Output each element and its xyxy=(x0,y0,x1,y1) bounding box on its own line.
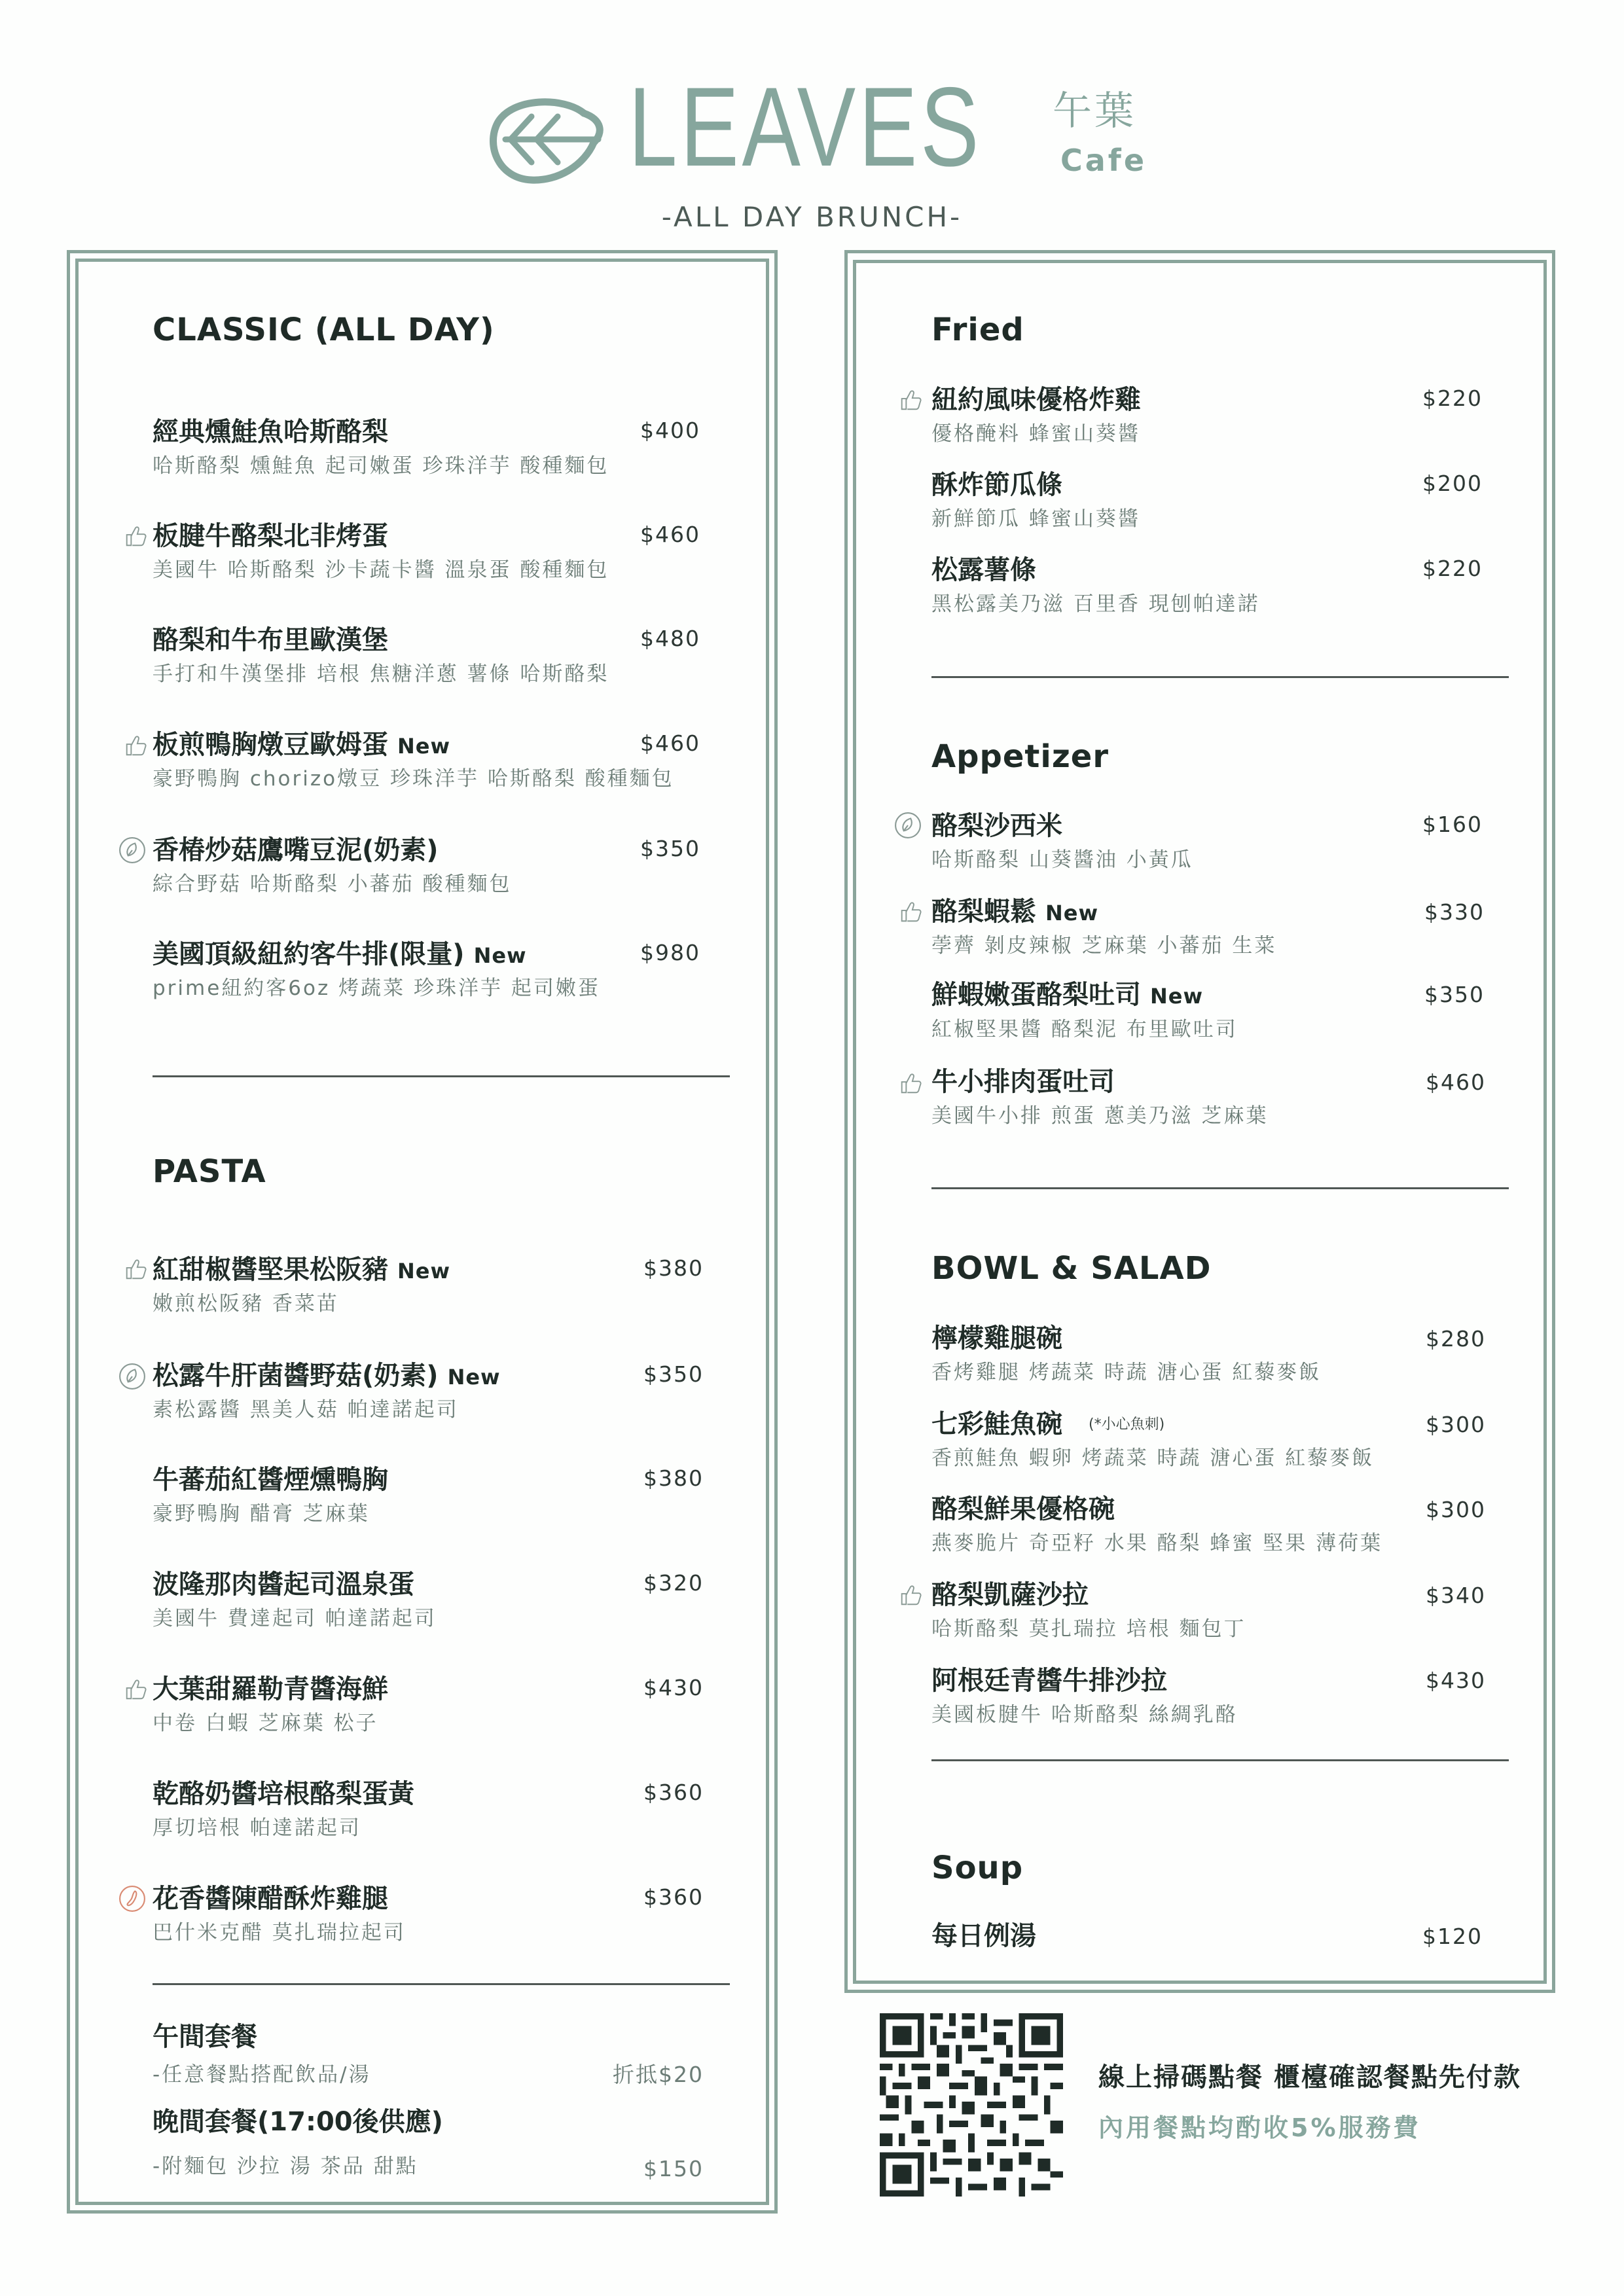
item-description: 新鮮節瓜 蜂蜜山葵醬 xyxy=(931,507,1140,531)
order-instruction: 線上掃碼點餐 櫃檯確認餐點先付款 xyxy=(1098,2062,1521,2092)
item-price: $200 xyxy=(1422,471,1483,496)
thumbs-up-icon xyxy=(123,524,148,548)
set-description: -附麵包 沙拉 湯 茶品 甜點 xyxy=(153,2155,418,2178)
item-name: 酪梨蝦鬆 xyxy=(931,897,1036,927)
item-price: $380 xyxy=(643,1465,704,1491)
item-price: $320 xyxy=(643,1570,704,1596)
item-name: 酥炸節瓜條 xyxy=(931,470,1062,500)
item-description: 巴什米克醋 莫扎瑞拉起司 xyxy=(153,1921,406,1945)
leaf-logo-icon xyxy=(486,94,610,185)
item-price: $160 xyxy=(1422,812,1483,837)
item-description: 香煎鮭魚 蝦卵 烤蔬菜 時蔬 溏心蛋 紅藜麥飯 xyxy=(931,1446,1375,1470)
thumbs-up-icon xyxy=(898,1071,923,1096)
item-description: 中卷 白蝦 芝麻葉 松子 xyxy=(153,1712,378,1735)
vegetarian-leaf-icon xyxy=(118,836,146,864)
thumbs-up-icon xyxy=(898,1583,923,1607)
brand-subtitle: Cafe xyxy=(1060,143,1147,178)
item-description: 素松露醬 黑美人菇 帕達諾起司 xyxy=(153,1398,459,1422)
section-divider xyxy=(931,676,1509,678)
thumbs-up-icon xyxy=(123,733,148,758)
item-note: (*小心魚刺) xyxy=(1089,1416,1165,1433)
new-badge: New xyxy=(1045,901,1099,925)
item-description: 荸薺 剝皮辣椒 芝麻葉 小蕃茄 生菜 xyxy=(931,934,1277,958)
item-description: 哈斯酪梨 燻鮭魚 起司嫩蛋 珍珠洋芋 酸種麵包 xyxy=(153,454,609,478)
set-price: 折抵$20 xyxy=(613,2062,704,2087)
tagline: -ALL DAY BRUNCH- xyxy=(661,201,963,233)
item-price: $430 xyxy=(643,1675,704,1700)
item-name: 松露牛肝菌醬野菇(奶素) xyxy=(153,1361,439,1391)
section-title-bowl-salad: BOWL & SALAD xyxy=(931,1250,1212,1287)
item-name: 波隆那肉醬起司溫泉蛋 xyxy=(153,1570,414,1600)
item-description: 手打和牛漢堡排 培根 焦糖洋蔥 薯條 哈斯酪梨 xyxy=(153,662,609,686)
item-price: $380 xyxy=(643,1255,704,1281)
item-description: 美國牛 費達起司 帕達諾起司 xyxy=(153,1607,437,1630)
item-name: 經典燻鮭魚哈斯酪梨 xyxy=(153,417,388,447)
item-name: 阿根廷青醬牛排沙拉 xyxy=(931,1666,1167,1696)
section-title-classic: CLASSIC (ALL DAY) xyxy=(153,312,495,348)
service-charge-note: 內用餐點均酌收5%服務費 xyxy=(1098,2113,1421,2142)
section-title-fried: Fried xyxy=(931,312,1024,348)
vegetarian-leaf-icon xyxy=(118,1363,146,1390)
item-price: $980 xyxy=(640,940,700,965)
item-name: 紐約風味優格炸雞 xyxy=(931,385,1141,415)
thumbs-up-icon xyxy=(123,1677,148,1702)
section-divider xyxy=(931,1187,1509,1189)
item-name: 松露薯條 xyxy=(931,555,1036,585)
set-title: 午間套餐 xyxy=(153,2022,257,2052)
item-price: $280 xyxy=(1426,1326,1486,1352)
item-name: 酪梨沙西米 xyxy=(931,811,1062,841)
item-name: 鮮蝦嫩蛋酪梨吐司 xyxy=(931,980,1141,1010)
item-price: $300 xyxy=(1426,1412,1486,1437)
item-name: 紅甜椒醬堅果松阪豬 xyxy=(153,1255,388,1285)
item-description: 豪野鴨胸 chorizo燉豆 珍珠洋芋 哈斯酪梨 酸種麵包 xyxy=(153,767,674,791)
new-badge: New xyxy=(1150,984,1204,1009)
item-name: 酪梨和牛布里歐漢堡 xyxy=(153,625,388,655)
vegetarian-leaf-icon xyxy=(894,812,922,839)
item-description: 美國牛 哈斯酪梨 沙卡蔬卡醬 溫泉蛋 酸種麵包 xyxy=(153,558,609,582)
item-name: 美國頂級紐約客牛排(限量) xyxy=(153,939,465,969)
thumbs-up-icon xyxy=(898,387,923,412)
set-description: -任意餐點搭配飲品/湯 xyxy=(153,2063,371,2087)
section-divider xyxy=(153,1983,730,1985)
new-badge: New xyxy=(397,734,451,759)
item-name: 香椿炒菇鷹嘴豆泥(奶素) xyxy=(153,835,439,865)
item-price: $220 xyxy=(1422,556,1483,581)
item-price: $400 xyxy=(640,418,700,443)
item-price: $460 xyxy=(640,730,700,756)
item-price: $350 xyxy=(643,1361,704,1387)
item-description: 美國板腱牛 哈斯酪梨 絲綢乳酪 xyxy=(931,1703,1238,1727)
brand-name: LEAVES xyxy=(628,64,983,190)
item-description: 優格醃料 蜂蜜山葵醬 xyxy=(931,422,1140,446)
item-price: $430 xyxy=(1426,1668,1486,1693)
item-price: $330 xyxy=(1424,899,1485,925)
item-name: 板煎鴨胸燉豆歐姆蛋 xyxy=(153,730,388,760)
section-divider xyxy=(153,1075,730,1077)
item-description: 燕麥脆片 奇亞籽 水果 酪梨 蜂蜜 堅果 薄荷葉 xyxy=(931,1532,1383,1555)
item-name: 牛蕃茄紅醬煙燻鴨胸 xyxy=(153,1465,388,1495)
item-description: 嫩煎松阪豬 香菜苗 xyxy=(153,1292,339,1316)
item-description: 綜合野菇 哈斯酪梨 小蕃茄 酸種麵包 xyxy=(153,872,512,896)
item-description: 哈斯酪梨 山葵醬油 小黃瓜 xyxy=(931,848,1193,872)
thumbs-up-icon xyxy=(123,1257,148,1282)
item-price: $340 xyxy=(1426,1583,1486,1608)
new-badge: New xyxy=(447,1365,501,1390)
item-price: $300 xyxy=(1426,1497,1486,1522)
item-name: 酪梨鮮果優格碗 xyxy=(931,1494,1115,1524)
new-badge: New xyxy=(397,1259,451,1283)
item-price: $460 xyxy=(640,522,700,547)
item-name: 檸檬雞腿碗 xyxy=(931,1323,1062,1354)
item-description: 厚切培根 帕達諾起司 xyxy=(153,1816,361,1840)
item-name: 乾酪奶醬培根酪梨蛋黃 xyxy=(153,1779,414,1809)
item-description: 哈斯酪梨 莫扎瑞拉 培根 麵包丁 xyxy=(931,1617,1246,1641)
new-badge: New xyxy=(473,943,527,968)
item-price: $460 xyxy=(1426,1069,1486,1095)
section-divider xyxy=(931,1759,1509,1761)
item-price: $350 xyxy=(640,836,700,861)
brand-name-cn: 午葉 xyxy=(1053,88,1136,134)
thumbs-up-icon xyxy=(898,899,923,924)
item-description: 香烤雞腿 烤蔬菜 時蔬 溏心蛋 紅藜麥飯 xyxy=(931,1361,1322,1384)
item-price: $120 xyxy=(1422,1924,1483,1949)
spicy-chili-icon xyxy=(118,1885,146,1912)
item-description: 黑松露美乃滋 百里香 現刨帕達諾 xyxy=(931,592,1260,616)
item-name: 板腱牛酪梨北非烤蛋 xyxy=(153,521,388,551)
set-price: $150 xyxy=(643,2156,704,2181)
item-name: 七彩鮭魚碗 xyxy=(931,1409,1062,1439)
section-title-pasta: PASTA xyxy=(153,1153,266,1190)
item-description: prime紐約客6oz 烤蔬菜 珍珠洋芋 起司嫩蛋 xyxy=(153,977,600,1000)
set-title: 晚間套餐(17:00後供應) xyxy=(153,2107,443,2137)
item-price: $350 xyxy=(1424,982,1485,1007)
item-price: $360 xyxy=(643,1780,704,1805)
item-name: 酪梨凱薩沙拉 xyxy=(931,1580,1089,1610)
section-title-appetizer: Appetizer xyxy=(931,738,1109,775)
item-price: $360 xyxy=(643,1884,704,1910)
item-name: 每日例湯 xyxy=(931,1921,1036,1951)
item-name: 花香醬陳醋酥炸雞腿 xyxy=(153,1884,388,1914)
item-price: $220 xyxy=(1422,386,1483,411)
item-description: 豪野鴨胸 醋膏 芝麻葉 xyxy=(153,1502,370,1526)
qr-code[interactable] xyxy=(880,2013,1063,2197)
item-name: 牛小排肉蛋吐司 xyxy=(931,1067,1115,1097)
item-description: 美國牛小排 煎蛋 蔥美乃滋 芝麻葉 xyxy=(931,1104,1269,1128)
item-price: $480 xyxy=(640,626,700,651)
item-name: 大葉甜羅勒青醬海鮮 xyxy=(153,1674,388,1704)
item-description: 紅椒堅果醬 酪梨泥 布里歐吐司 xyxy=(931,1018,1238,1041)
section-title-soup: Soup xyxy=(931,1850,1024,1886)
